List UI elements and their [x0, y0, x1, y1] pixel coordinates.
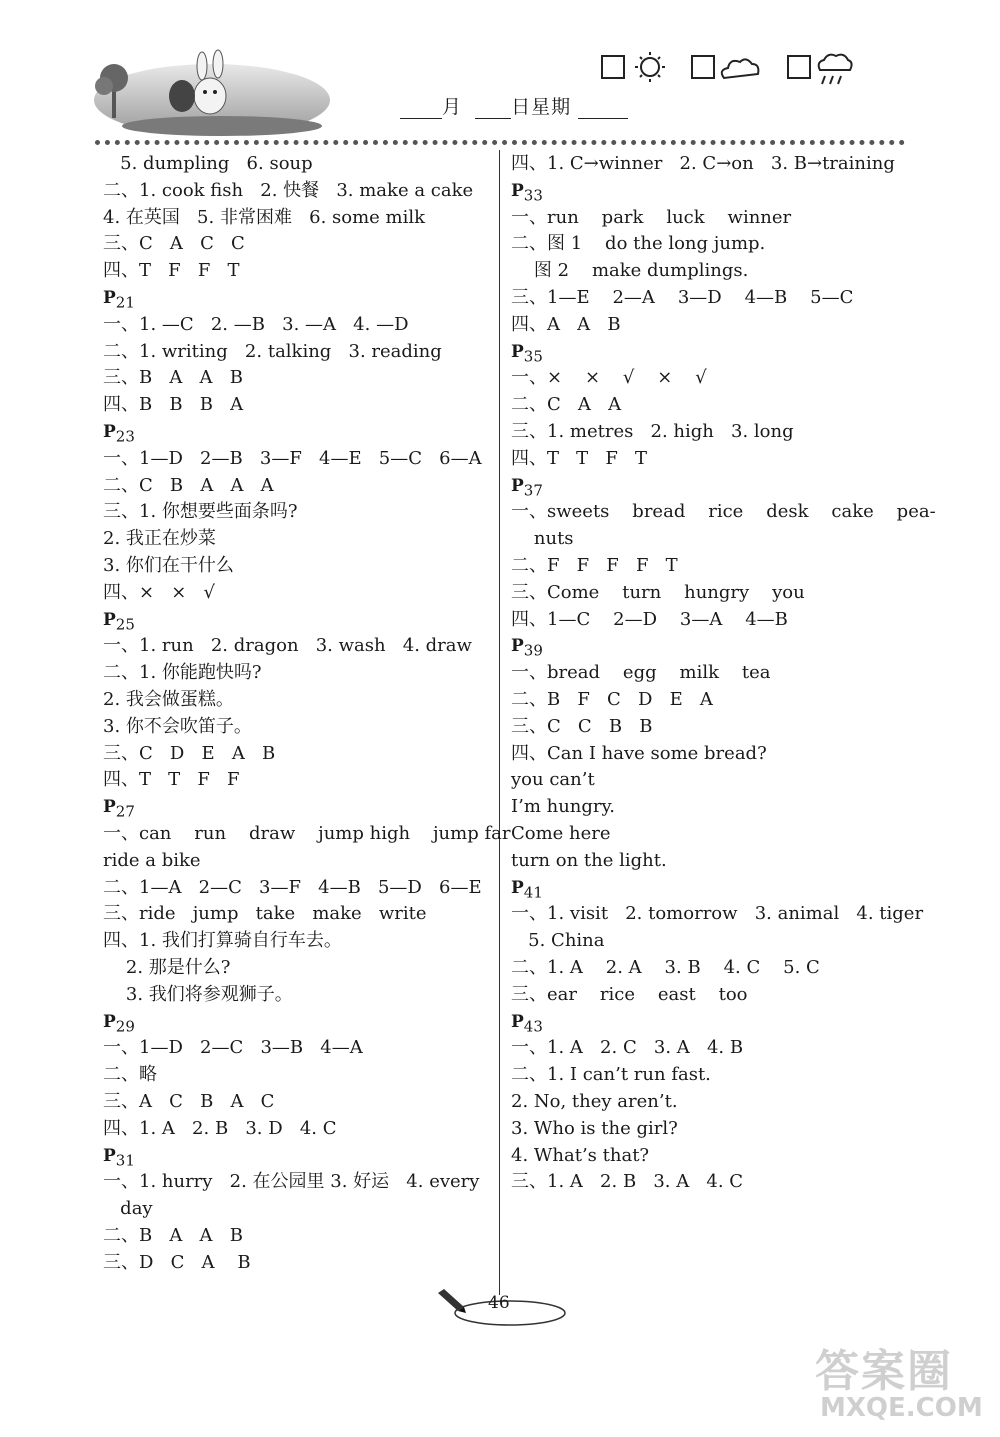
- page-reference-label: P: [103, 797, 116, 818]
- answer-line: 三、1—E 2—A 3—D 4—B 5—C: [511, 287, 854, 308]
- page-reference-number: 37: [523, 481, 543, 500]
- answer-line: 一、sweets bread rice desk cake pea-: [511, 501, 936, 523]
- answer-line: 3. 你不会吹笛子。: [103, 715, 252, 737]
- page-reference-number: 27: [115, 802, 135, 821]
- date-line: [400, 92, 628, 119]
- sunny-checkbox: [602, 56, 624, 78]
- weather-checkboxes: [600, 50, 880, 90]
- answer-line: 二、C A A: [511, 394, 622, 416]
- page-reference-label: P: [511, 636, 524, 657]
- page-reference-number: 29: [115, 1017, 135, 1036]
- answer-line: 二、1—A 2—C 3—F 4—B 5—D 6—E: [103, 876, 482, 898]
- answer-line: 5. China: [511, 930, 605, 952]
- watermark: [815, 1335, 995, 1430]
- page-reference-number: 31: [115, 1151, 135, 1170]
- answer-line: 四、A A B: [511, 313, 621, 335]
- answer-line: 三、C D E A B: [103, 742, 276, 764]
- answer-line: 一、can run draw jump high jump far: [103, 823, 511, 844]
- page-reference-number: 21: [115, 293, 135, 312]
- answer-line: 5. dumpling 6. soup: [103, 153, 313, 174]
- answer-line: you can’t: [511, 769, 595, 791]
- page-reference: [103, 419, 135, 445]
- answer-line: 三、1. A 2. B 3. A 4. C: [511, 1171, 744, 1193]
- answer-line: 二、1. writing 2. talking 3. reading: [103, 340, 442, 362]
- bunny-banner-illustration: [92, 38, 332, 138]
- page-reference: [103, 1009, 135, 1035]
- answer-line: 四、× × √: [103, 581, 215, 603]
- answer-line: I’m hungry.: [511, 796, 616, 818]
- answer-line: Come here: [511, 823, 611, 844]
- watermark-logo-text: 答案圈: [815, 1346, 953, 1397]
- answer-line: 二、B F C D E A: [511, 689, 713, 710]
- page-reference-number: 33: [523, 186, 543, 205]
- answer-line: 4. 在英国 5. 非常困难 6. some milk: [103, 206, 426, 228]
- rainy-checkbox: [788, 56, 810, 78]
- page-reference-number: 43: [523, 1017, 543, 1036]
- page-reference: [511, 875, 543, 901]
- page-reference-number: 35: [523, 347, 543, 366]
- page-reference: [511, 1009, 543, 1035]
- answer-line: 2. 那是什么?: [103, 957, 231, 978]
- answer-line: 一、1. —C 2. —B 3. —A 4. —D: [103, 313, 409, 335]
- answer-line: 三、Come turn hungry you: [511, 581, 805, 603]
- answer-line: 一、1. hurry 2. 在公园里 3. 好运 4. every: [103, 1171, 480, 1193]
- page-reference-label: P: [511, 1011, 524, 1032]
- answer-line: 一、1. A 2. C 3. A 4. B: [511, 1037, 744, 1059]
- page-reference: [103, 1143, 135, 1169]
- answer-line: day: [103, 1198, 153, 1220]
- answer-line: 二、1. cook fish 2. 快餐 3. make a cake: [103, 179, 474, 201]
- answer-line: 一、× × √ × √: [511, 367, 707, 389]
- answer-line: 四、1. 我们打算骑自行车去。: [103, 930, 342, 952]
- page-reference-label: P: [511, 341, 524, 362]
- answer-line: 三、A C B A C: [103, 1091, 275, 1112]
- answer-line: 图 2 make dumplings.: [511, 260, 749, 282]
- day-weekday-label: 日星期: [511, 96, 572, 118]
- page-reference-number: 39: [523, 641, 543, 660]
- page-reference: [511, 473, 543, 499]
- page-number: 46: [488, 1293, 510, 1313]
- answer-line: 一、1—D 2—B 3—F 4—E 5—C 6—A: [103, 447, 482, 469]
- answer-line: 二、1. 你能跑快吗?: [103, 662, 262, 684]
- answer-line: 四、1. A 2. B 3. D 4. C: [103, 1117, 337, 1139]
- sun-icon: [635, 52, 665, 82]
- answer-line: 2. No, they aren’t.: [511, 1091, 678, 1112]
- answer-line: 四、1. C→winner 2. C→on 3. B→training: [511, 153, 895, 174]
- answer-line: 3. 我们将参观狮子。: [103, 983, 293, 1005]
- page-reference-number: 23: [115, 427, 135, 446]
- page-reference-label: P: [511, 475, 524, 496]
- answer-line: 三、ear rice east too: [511, 983, 748, 1005]
- answer-line: 一、run park luck winner: [511, 206, 792, 228]
- answer-line: 三、C C B B: [511, 715, 653, 737]
- page-reference-number: 41: [523, 883, 543, 902]
- answer-line: 三、B A A B: [103, 367, 243, 389]
- header-dotted-divider: [95, 140, 905, 145]
- answer-line: 3. Who is the girl?: [511, 1117, 678, 1139]
- answer-line: 三、1. 你想要些面条吗?: [103, 501, 298, 523]
- page-footer: [430, 1285, 570, 1330]
- answer-line: 四、T F F T: [103, 260, 240, 282]
- page-reference-label: P: [103, 422, 116, 442]
- answer-line: 二、B A A B: [103, 1225, 243, 1246]
- answer-line: 二、略: [103, 1064, 157, 1086]
- answer-line: 四、T T F T: [511, 447, 648, 469]
- answer-line: 四、1—C 2—D 3—A 4—B: [511, 608, 788, 630]
- page-reference-label: P: [511, 877, 524, 898]
- answer-line: 四、T T F F: [103, 769, 240, 791]
- page-reference-number: 25: [115, 615, 135, 634]
- answer-line: 三、D C A B: [103, 1251, 251, 1273]
- answer-line: 三、C A C C: [103, 233, 245, 255]
- page-reference: [511, 339, 543, 365]
- answer-line: 二、F F F F T: [511, 555, 678, 576]
- answer-line: 一、bread egg milk tea: [511, 662, 771, 684]
- watermark-url: MXQE.COM: [820, 1393, 983, 1423]
- answer-line: 4. What’s that?: [511, 1144, 650, 1166]
- answer-line: 一、1. run 2. dragon 3. wash 4. draw: [103, 635, 472, 657]
- answer-line: 2. 我正在炒菜: [103, 528, 216, 550]
- answer-line: 四、Can I have some bread?: [511, 742, 767, 764]
- answer-line: 三、1. metres 2. high 3. long: [511, 421, 794, 442]
- cloudy-checkbox: [692, 56, 714, 78]
- answer-line: nuts: [511, 528, 574, 550]
- answer-line: turn on the light.: [511, 849, 667, 871]
- answer-line: 2. 我会做蛋糕。: [103, 689, 234, 710]
- page-reference-label: P: [103, 288, 116, 308]
- answer-line: 二、图 1 do the long jump.: [511, 233, 766, 255]
- answer-line: 二、1. I can’t run fast.: [511, 1064, 711, 1086]
- answer-line: 二、C B A A A: [103, 474, 274, 496]
- page-reference-label: P: [103, 1145, 116, 1166]
- answer-line: 三、ride jump take make write: [103, 903, 427, 925]
- page-reference: [103, 794, 135, 820]
- page-reference: [103, 285, 135, 311]
- answer-line: 二、1. A 2. A 3. B 4. C 5. C: [511, 957, 820, 978]
- answer-line: ride a bike: [103, 849, 201, 871]
- column-divider: [499, 150, 500, 1295]
- page-reference-label: P: [103, 1011, 116, 1032]
- month-label: 月: [442, 96, 463, 118]
- answer-line: 一、1—D 2—C 3—B 4—A: [103, 1037, 363, 1059]
- answer-line: 3. 你们在干什么: [103, 555, 234, 576]
- page-reference: [511, 178, 543, 204]
- page-reference: [511, 633, 543, 659]
- cloud-icon: [722, 59, 759, 78]
- answer-line: 一、1. visit 2. tomorrow 3. animal 4. tiger: [511, 903, 924, 925]
- page-reference-label: P: [511, 180, 524, 201]
- page-reference: [103, 607, 135, 633]
- page-reference-label: P: [103, 609, 116, 630]
- answer-line: 四、B B B A: [103, 394, 244, 416]
- page-header: [0, 0, 1000, 145]
- rain-icon: [819, 55, 852, 84]
